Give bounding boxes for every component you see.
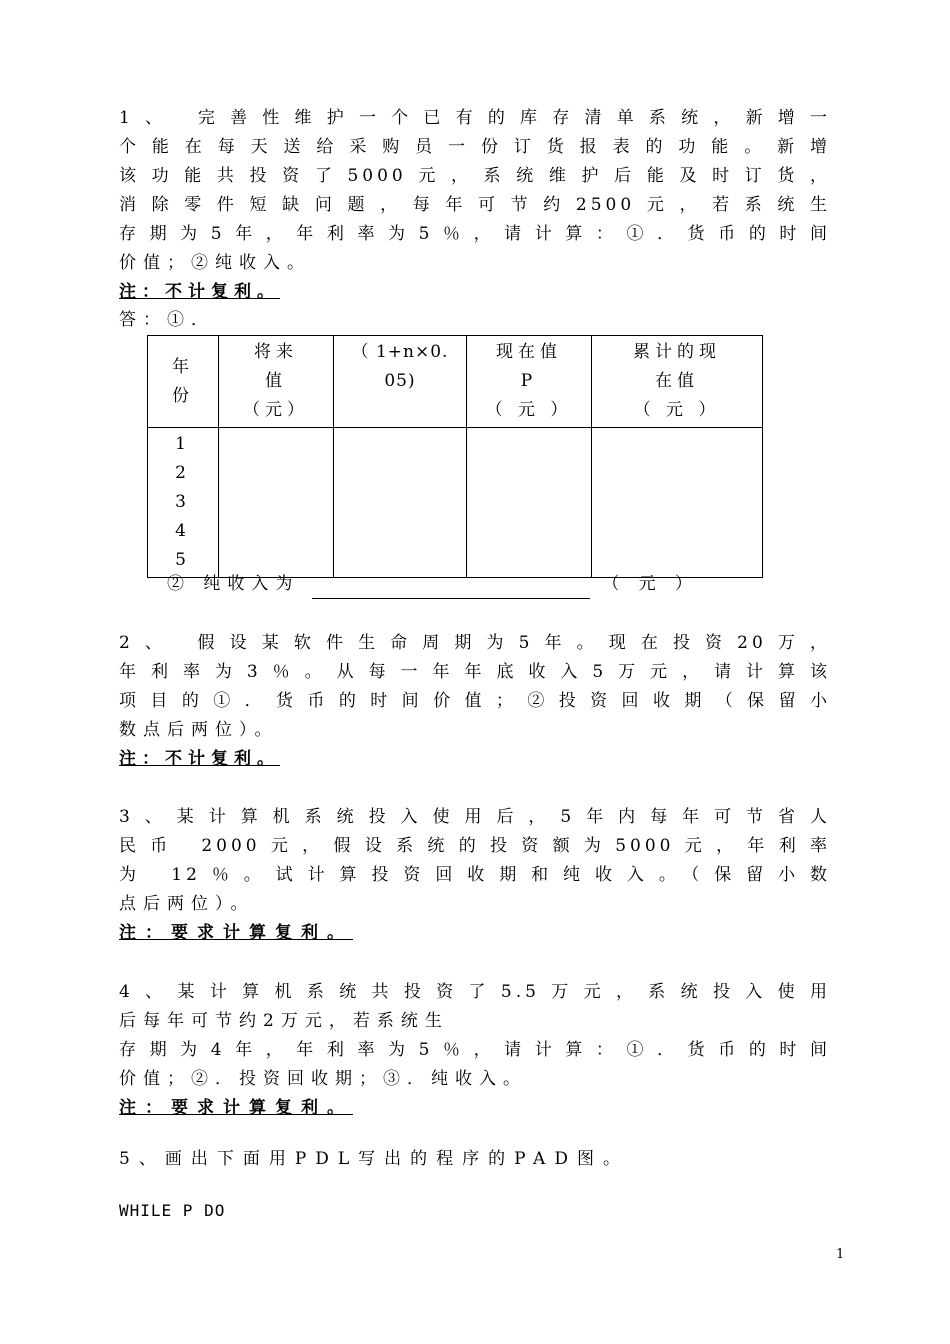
q2-note-text: 注：不计复利。 [119, 749, 280, 769]
header-future-line1: 将来 [254, 342, 298, 362]
present-value-cell[interactable] [467, 428, 592, 578]
q4-note-text: 注：要求计算复利。 [119, 1098, 353, 1118]
header-factor-line2: 05) [384, 371, 416, 391]
q3-line-2: 民币 2000元，假设系统的投资额为5000元，年利率 [119, 836, 831, 856]
q1-note-text: 注：不计复利。 [119, 282, 280, 302]
header-future-value [219, 336, 334, 428]
q1-net-income-line [167, 570, 767, 599]
q1-line-3: 该功能共投资了5000元，系统维护后能及时订货， [119, 166, 831, 186]
investment-table [147, 335, 763, 578]
q2-line-4: 数点后两位）。 [119, 720, 279, 740]
q5-code-line: WHILE P DO [119, 1201, 226, 1220]
q1-line-6: 价值；②纯收入。 [119, 253, 311, 273]
q4-line-3: 存期为4年，年利率为5％，请计算：①．货币的时间 [119, 1040, 831, 1060]
page-number: 1 [836, 1247, 845, 1262]
q1-line-4: 消除零件短缺问题，每年可节约2500元，若系统生 [119, 195, 831, 215]
year-2: 2 [175, 463, 191, 483]
table-body-row [148, 428, 763, 578]
q2-note [119, 745, 280, 774]
year-cell [148, 428, 219, 578]
header-future-line2: 值 [265, 371, 287, 391]
table-header-row [148, 336, 763, 428]
factor-cell[interactable] [334, 428, 467, 578]
q3-line-3: 为 12％。试计算投资回收期和纯收入。（保留小数 [119, 865, 831, 885]
q2-line-2: 年利率为3％。从每一年年底收入5万元，请计算该 [119, 662, 831, 682]
q1-note [119, 278, 280, 307]
q1-line-5: 存期为5年，年利率为5％，请计算：①．货币的时间 [119, 224, 831, 244]
year-5: 5 [175, 550, 191, 570]
header-present-line2: P [520, 371, 538, 391]
header-cumulative-present-value [592, 336, 763, 428]
q4-line-1: 4、某计算机系统共投资了5.5万元，系统投入使用 [119, 982, 831, 1002]
q2-line-3: 项目的①．货币的时间价值；②投资回收期（保留小 [119, 691, 831, 711]
q5-line-1: 5、画出下面用PDL写出的程序的PAD图。 [119, 1149, 629, 1169]
q3-note [119, 919, 353, 948]
future-value-cell[interactable] [219, 428, 334, 578]
q4-line-4: 价值；②．投资回收期；③．纯收入。 [119, 1069, 527, 1089]
header-present-line3: （ 元 ） [485, 400, 573, 420]
q1-answer-label: 答：①． [119, 310, 215, 330]
header-factor-line1: （ 1+n×0. [351, 342, 449, 362]
q1-line-2: 个能在每天送给采购员一份订货报表的功能。新增 [119, 137, 831, 157]
header-future-line3: （元） [243, 400, 309, 420]
q4-note [119, 1094, 353, 1123]
header-year-line1: 年 [172, 356, 194, 377]
q4-line-2: 后每年可节约2万元，若系统生 [119, 1011, 449, 1031]
header-cumulative-line1: 累计的现 [633, 342, 721, 362]
year-4: 4 [175, 521, 191, 541]
year-1: 1 [175, 434, 191, 454]
header-factor [334, 336, 467, 428]
header-year [148, 336, 219, 428]
cumulative-value-cell[interactable] [592, 428, 763, 578]
year-3: 3 [175, 492, 191, 512]
net-income-label: ② 纯收入为 [167, 574, 300, 594]
header-year-line2: 份 [172, 385, 194, 406]
q3-line-4: 点后两位）。 [119, 894, 255, 914]
net-income-unit: （ 元 ） [602, 574, 700, 594]
header-cumulative-line2: 在值 [655, 371, 699, 391]
q3-note-text: 注：要求计算复利。 [119, 923, 353, 943]
q1-line-1: 1、 完善性维护一个已有的库存清单系统，新增一 [119, 108, 832, 128]
q2-line-1: 2、 假设某软件生命周期为5年。现在投资20万， [119, 633, 831, 653]
q3-line-1: 3、某计算机系统投入使用后，5年内每年可节省人 [119, 807, 831, 827]
header-present-value [467, 336, 592, 428]
header-present-line1: 现在值 [496, 342, 562, 362]
header-cumulative-line3: （ 元 ） [633, 400, 721, 420]
net-income-blank[interactable] [312, 578, 590, 599]
